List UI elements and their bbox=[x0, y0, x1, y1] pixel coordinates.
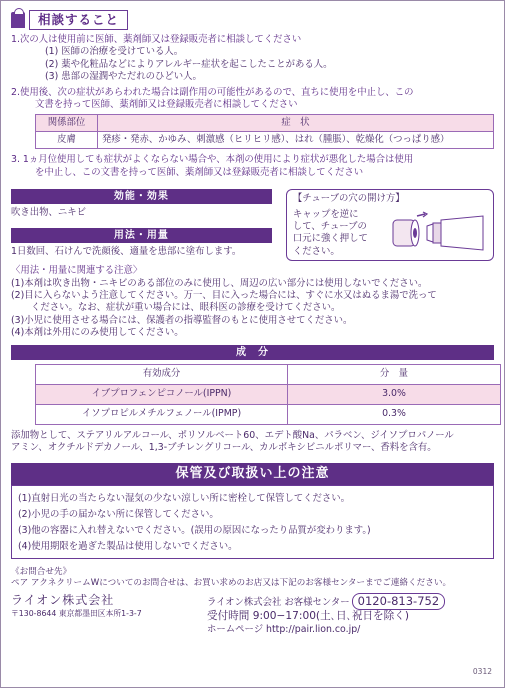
customer-center: ライオン株式会社 お客様センター bbox=[207, 597, 350, 609]
efficacy-title: 効能・効果 bbox=[11, 189, 272, 204]
storage-item-2: (2)小児の手の届かない所に保管してください。 bbox=[18, 508, 219, 520]
ingredients-title: 成 分 bbox=[11, 345, 494, 360]
usage-notes bbox=[11, 278, 494, 340]
ingr-head-amount: 分 量 bbox=[288, 364, 501, 384]
consult-item-1-text: 1.次の人は使用前に医師、薬剤師又は登録販売者に相談してください bbox=[11, 34, 302, 45]
tube-title: 【チューブの穴の開け方】 bbox=[292, 193, 405, 205]
service-hours: 受付時間 9:00−17:00(土､日､祝日を除く) bbox=[207, 610, 409, 623]
consult-sub-2: (2) 薬や化粧品などによりアレルギー症状を起こしたことがある人。 bbox=[45, 58, 333, 70]
consult-header bbox=[11, 9, 494, 31]
efficacy-usage-section bbox=[11, 189, 494, 261]
contact-details bbox=[11, 593, 494, 637]
tube-text-line: 口元に強く押して bbox=[292, 233, 368, 245]
phone-number: 0120-813-752 bbox=[352, 593, 445, 610]
storage-title: 保管及び取扱い上の注意 bbox=[11, 463, 494, 485]
symptom-list: 発疹・発赤、かゆみ、刺激感（ヒリヒリ感）、はれ（腫脹）、乾燥化（つっぱり感） bbox=[98, 132, 494, 149]
consult-sub-3: (3) 患部の湿潤やただれのひどい人。 bbox=[45, 71, 202, 83]
ingredients-table bbox=[35, 364, 501, 425]
bag-icon bbox=[11, 12, 25, 28]
consult-item-3-line1: 3. 1ヵ月位使用しても症状がよくならない場合や、本剤の使用により症状が悪化した場合は使用 bbox=[11, 154, 414, 166]
ingr-amount: 0.3% bbox=[288, 404, 501, 424]
ingr-name: イソプロピルメチルフェノール(IPMP) bbox=[36, 404, 288, 424]
tube-text bbox=[293, 209, 385, 259]
symptom-table bbox=[35, 114, 494, 149]
storage-item-1: (1)直射日光の当たらない湿気の少ない涼しい所に密栓して保管してください。 bbox=[18, 492, 351, 504]
consult-item-3-line2: を中止し、この文書を持って医師、薬剤師又は登録販売者に相談してください bbox=[35, 166, 364, 178]
symptom-head-part: 関係部位 bbox=[36, 115, 98, 132]
consult-item-1 bbox=[11, 34, 494, 84]
usage-note-4: (4)本剤は外用にのみ使用してください。 bbox=[11, 327, 184, 339]
contact-label: 《お問合せ先》 bbox=[11, 566, 72, 577]
homepage: ホームページ http://pair.lion.co.jp/ bbox=[207, 624, 361, 636]
tube-text-line: キャップを逆に bbox=[292, 208, 359, 220]
efficacy-text: 吹き出物、ニキビ bbox=[11, 207, 87, 219]
company-name: ライオン株式会社 bbox=[11, 593, 115, 608]
contact-text: ペア アクネクリームWについてのお問合せは、お買い求めのお店又は下記のお客様センターまでご連絡ください。 bbox=[11, 577, 452, 588]
consult-item-3 bbox=[11, 154, 494, 179]
consult-title: 相談すること bbox=[29, 10, 128, 30]
additives-line: アミン、オクチルドデカノール、1,3-ブチレングリコール、カルボキシビニルポリマー、香料を含有。 bbox=[11, 442, 437, 454]
usage-note-2: (2)目に入らないよう注意してください。万一、目に入った場合には、すぐに水又はぬるま湯で洗って bbox=[11, 290, 437, 302]
consult-item-2 bbox=[11, 87, 494, 112]
tube-text-line: ください。 bbox=[292, 245, 340, 257]
usage-note-2-cont: ください。なお、症状が重い場合には、眼科医の診療を受けてください。 bbox=[31, 302, 341, 314]
usage-note-3: (3)小児に使用させる場合には、保護者の指導監督のもとに使用させてください。 bbox=[11, 314, 353, 326]
usage-notes-title: 〈用法・用量に関連する注意〉 bbox=[11, 265, 143, 277]
tube-cap-illustration-icon bbox=[387, 210, 487, 256]
ingr-amount: 3.0% bbox=[288, 384, 501, 404]
contact-section bbox=[11, 567, 494, 590]
additives-line: 添加物として、ステアリルアルコール、ポリソルベート60、エデト酸Na、パラベン、ジイソプロパノール bbox=[11, 429, 454, 441]
company-address: 〒130-8644 東京都墨田区本所1-3-7 bbox=[11, 609, 142, 619]
consult-item-2-line2: 文書を持って医師、薬剤師又は登録販売者に相談してください bbox=[35, 99, 298, 111]
usage-title: 用法・用量 bbox=[11, 228, 272, 243]
tube-text-line: して、チューブの bbox=[292, 221, 367, 233]
ingr-name: イブプロフェンピコノール(IPPN) bbox=[36, 384, 288, 404]
additives bbox=[11, 430, 494, 455]
ingr-head-name: 有効成分 bbox=[36, 364, 288, 384]
document-code: 0312 bbox=[472, 667, 492, 677]
storage-item-4: (4)使用期限を過ぎた製品は使用しないでください。 bbox=[18, 540, 238, 552]
consult-item-2-line1: 2.使用後、次の症状があらわれた場合は副作用の可能性があるので、直ちに使用を中止し、この bbox=[11, 86, 414, 98]
symptom-head-sym: 症 状 bbox=[98, 115, 494, 132]
storage-item-3: (3)他の容器に入れ替えないでください。(誤用の原因になったり品質が変わります。) bbox=[18, 524, 371, 536]
storage-box bbox=[11, 485, 494, 559]
usage-text: 1日数回、石けんで洗顔後、適量を患部に塗布します。 bbox=[11, 245, 242, 257]
symptom-part: 皮膚 bbox=[36, 132, 98, 149]
usage-note-1: (1)本剤は吹き出物・ニキビのある部位のみに使用し、周辺の広い部分には使用しないでください。 bbox=[11, 277, 428, 289]
tube-instructions bbox=[286, 189, 494, 261]
consult-sub-1: (1) 医師の治療を受けている人。 bbox=[45, 46, 184, 58]
